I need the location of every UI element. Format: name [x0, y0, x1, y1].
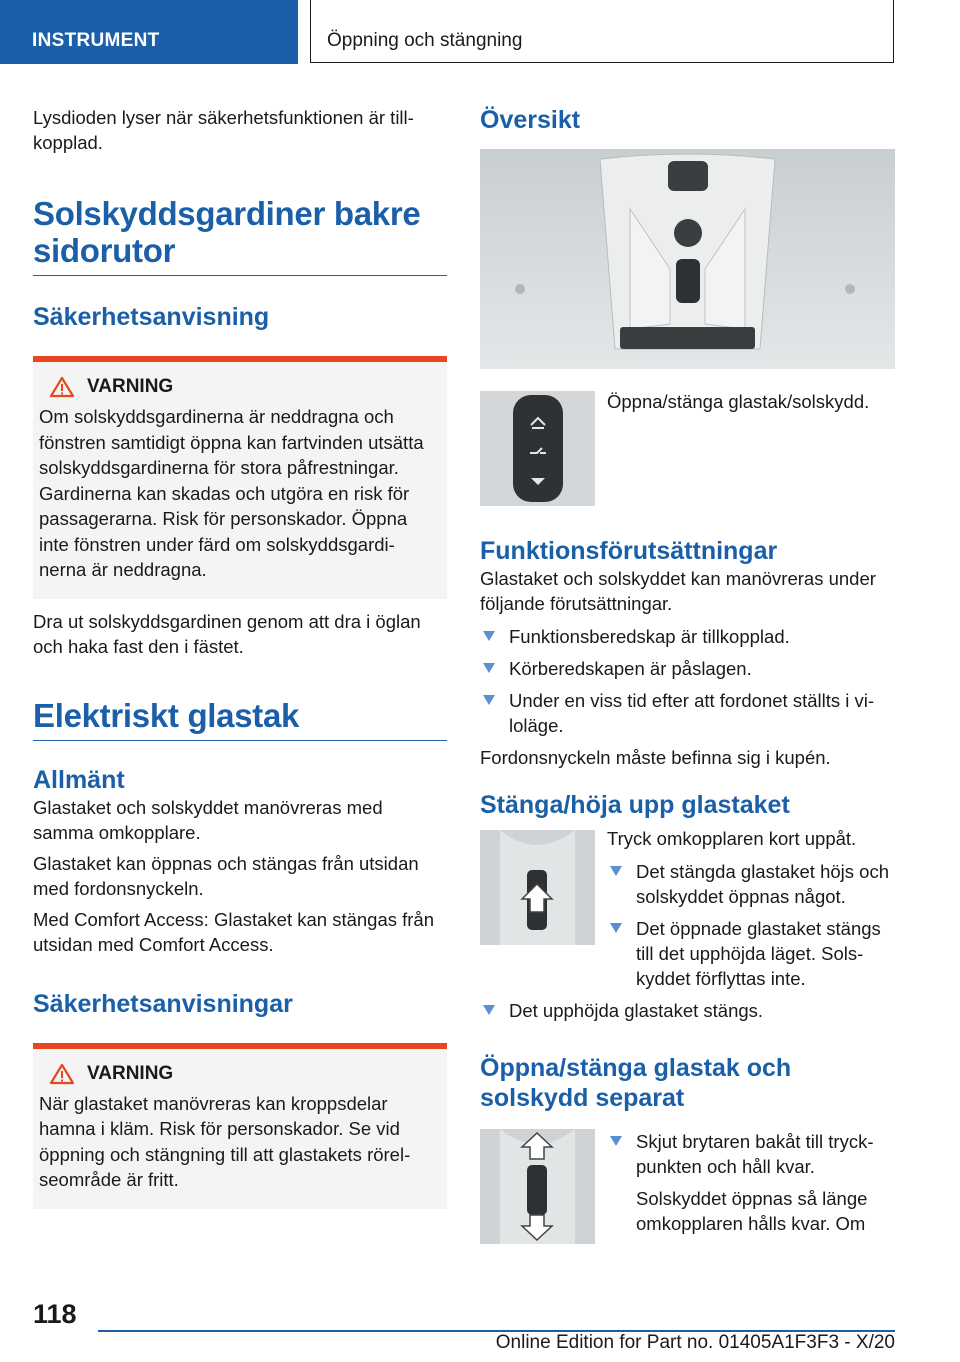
warning-label: VARNING — [87, 1062, 174, 1084]
close-list — [607, 859, 895, 991]
warning-header — [49, 376, 437, 398]
warning-triangle-icon — [49, 1063, 75, 1085]
close-list-continued — [480, 998, 895, 1023]
bullet-triangle-icon — [483, 1005, 495, 1015]
pull-instructions: Dra ut solskyddsgardinen genom att dra i öglan och haka fast den i fästet. — [33, 610, 421, 657]
header-section-tab — [0, 0, 298, 64]
heading-safety-instructions: Säkerhetsanvisningar — [33, 989, 293, 1018]
separate-row — [480, 1129, 895, 1244]
heading-requirements: Funktionsförutsättningar — [480, 537, 778, 565]
warning-box-sunblinds — [33, 356, 447, 599]
general-text-3: Med Comfort Access: Glastaket kan stängas från utsidan med Comfort Access. — [33, 908, 435, 955]
bullet-triangle-icon — [483, 631, 495, 641]
list-item: Det stängda glastaket höjs och solskyddet öppnas något. — [607, 859, 895, 909]
warning-label: VARNING — [87, 376, 174, 397]
switch-closeup-image — [480, 391, 595, 506]
list-item: Skjut brytaren bakåt till tryck-punkten och håll kvar. — [607, 1129, 895, 1179]
list-item: Det öppnade glastaket stängs till det upphöjda läget. Sols-kyddet förflyttas inte. — [607, 916, 895, 991]
bullet-triangle-icon — [610, 923, 622, 933]
header-title-box — [310, 0, 894, 63]
separate-list — [607, 1129, 895, 1179]
requirements-intro: Glastaket och solskyddet kan manövreras under följande förutsättningar. — [480, 568, 876, 614]
switch-back-image — [480, 1129, 595, 1244]
close-row — [480, 826, 895, 998]
heading-general: Allmänt — [33, 765, 125, 794]
left-column — [33, 105, 447, 1209]
heading-safety: Säkerhetsanvisning — [33, 303, 270, 331]
general-text-1: Glastaket och solskyddet manövreras med samma omkopplare. — [33, 796, 383, 843]
bullet-triangle-icon — [483, 695, 495, 705]
edition-text: Online Edition for Part no. 01405A1F3F3 - X/20 — [495, 1332, 895, 1353]
separate-continued: Solskyddet öppnas så länge omkopplaren hålls kvar. Om — [636, 1188, 868, 1234]
header-title: Öppning och stängning — [327, 30, 523, 51]
warning-text: Om solskyddsgardinerna är neddragna och fönstren samtidigt öppna kan fartvinden utsätta solskyddsgardinerna för stora påfrestningar. Gardinerna kan skadas och utgöra en risk för passagerarna. Risk för personskador. Öppna inte fönstren under färd om solskyddsgardi-nerna är neddragna. — [39, 406, 424, 580]
list-item: Funktionsberedskap är tillkopplad. — [480, 624, 895, 649]
heading-glass-roof: Elektriskt glastak — [33, 697, 447, 741]
bullet-triangle-icon — [610, 866, 622, 876]
warning-header — [49, 1063, 437, 1085]
list-item: Körberedskapen är påslagen. — [480, 656, 895, 681]
heading-separate: Öppna/stänga glastak och solskydd separat — [480, 1054, 792, 1112]
bullet-triangle-icon — [483, 663, 495, 673]
close-instruction: Tryck omkopplaren kort uppåt. — [607, 828, 857, 849]
requirements-list — [480, 624, 895, 738]
list-item: Det upphöjda glastaket stängs. — [480, 998, 895, 1023]
heading-sunblinds: Solskyddsgardiner bakre sidorutor — [33, 195, 447, 276]
warning-triangle-icon — [49, 376, 75, 398]
page-number: 118 — [33, 1299, 77, 1329]
heading-overview: Översikt — [480, 106, 581, 134]
overhead-console-image — [480, 149, 895, 369]
warning-box-roof — [33, 1043, 447, 1209]
heading-close-roof: Stänga/höja upp glastaket — [480, 791, 790, 819]
switch-up-image — [480, 830, 595, 945]
led-intro-text: Lysdioden lyser när säkerhetsfunktionen är till-kopplad. — [33, 107, 414, 153]
general-text-2: Glastaket kan öppnas och stängas från utsidan med fordonsnyckeln. — [33, 852, 419, 899]
separate-content — [607, 1129, 895, 1244]
switch-caption: Öppna/stänga glastak/solskydd. — [607, 391, 870, 412]
close-content — [607, 826, 895, 998]
right-column — [480, 105, 895, 1244]
list-item: Under en viss tid efter att fordonet ställts i vi-loläge. — [480, 688, 895, 738]
key-note: Fordonsnyckeln måste befinna sig i kupén. — [480, 747, 831, 768]
warning-text: När glastaket manövreras kan kroppsdelar hamna i kläm. Risk för personskador. Se vid öppning och stängning till att glastakets rörel-seområde är fritt. — [39, 1092, 411, 1190]
bullet-triangle-icon — [610, 1136, 622, 1146]
switch-row — [480, 391, 895, 506]
header-section-label: INSTRUMENT — [32, 30, 160, 51]
